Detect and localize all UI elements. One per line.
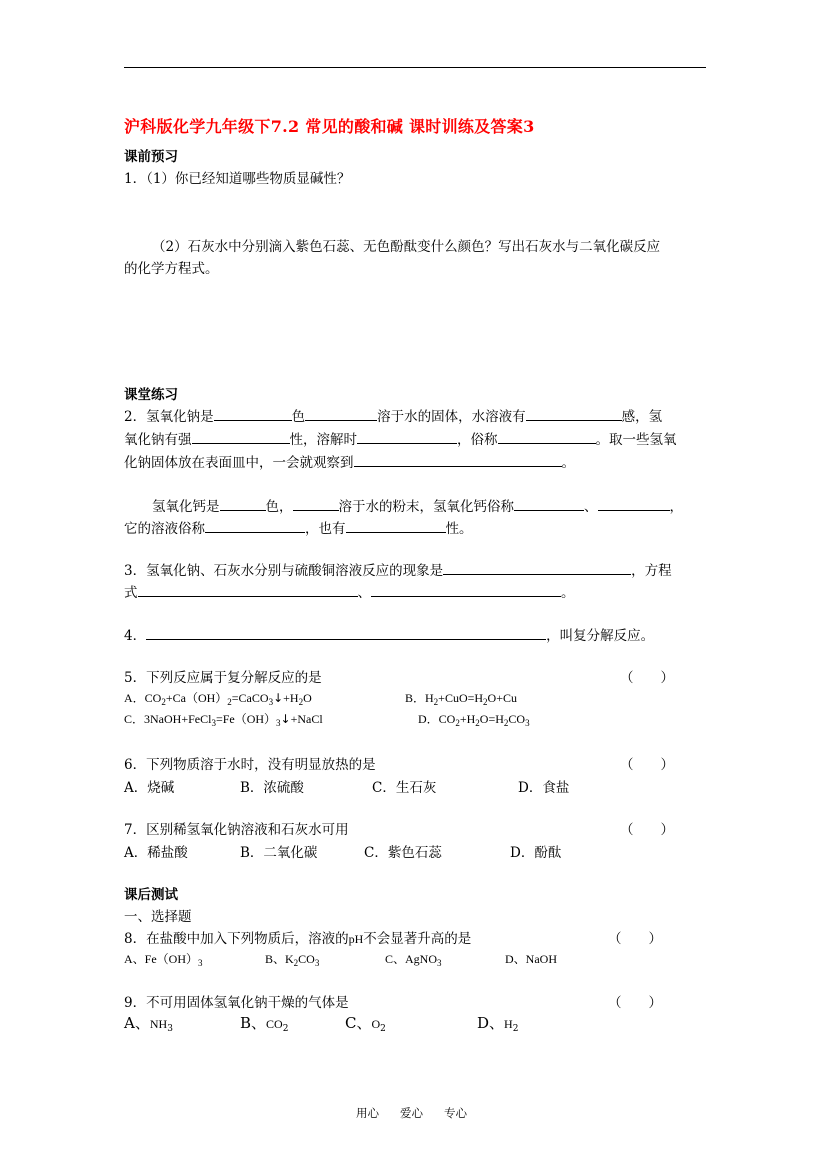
text: ，叫复分解反应。 [546, 628, 655, 644]
option-b[interactable]: B、$K_2CO_3$ [265, 952, 320, 968]
answer-blank[interactable] [138, 582, 358, 597]
answer-blank[interactable] [220, 496, 266, 511]
section-heading-pre: 课前预习 [124, 149, 178, 165]
question-4 [124, 624, 654, 644]
question-number: 1． [124, 171, 147, 187]
option-a[interactable]: A．稀盐酸 [124, 845, 188, 861]
section-heading-class: 课堂练习 [124, 387, 178, 403]
question-1-b-line2: 的化学方程式。 [124, 261, 219, 277]
option-d[interactable]: D．$CO_2+H_2O=H_2CO_3$ [418, 712, 530, 728]
answer-parentheses[interactable]: （ ） [620, 670, 674, 686]
text: 。取一些氢氧 [595, 432, 677, 448]
answer-blank[interactable] [146, 625, 546, 640]
option-d[interactable]: D、NaOH [505, 952, 557, 966]
option-b[interactable]: B．$H_2+CuO=H_2O+Cu$ [405, 691, 517, 707]
text: 感，氢 [621, 409, 663, 425]
option-c[interactable]: C．生石灰 [372, 780, 437, 796]
answer-blank[interactable] [346, 518, 446, 533]
text: 性。 [445, 521, 473, 537]
answer-blank[interactable] [371, 582, 561, 597]
footer-text-1: 用心 [356, 1106, 379, 1120]
text: 、 [357, 585, 371, 601]
section-heading-post: 课后测试 [124, 887, 178, 903]
question-9-stem: 9．不可用固体氢氧化钠干燥的气体是 [124, 995, 349, 1011]
answer-parentheses[interactable]: （ ） [620, 757, 674, 773]
question-8-stem [124, 927, 471, 947]
text: 化钠固体放在表面皿中，一会就观察到 [124, 455, 354, 471]
text: 、 [584, 499, 598, 515]
answer-parentheses[interactable]: （ ） [608, 995, 662, 1011]
option-d[interactable]: D．食盐 [518, 780, 570, 796]
question-2-line5 [124, 517, 473, 537]
footer-text-3: 专心 [444, 1106, 467, 1120]
option-c[interactable]: C．$3NaOH+FeCl_3=Fe(OH)_3↓+NaCl$ [124, 712, 323, 728]
answer-parentheses[interactable]: （ ） [620, 822, 674, 838]
text: 氢氧化钙是 [152, 499, 220, 515]
answer-blank[interactable] [192, 429, 290, 444]
option-d[interactable]: D、$H_2$ [477, 1014, 519, 1034]
question-1-b-line1: （2）石灰水中分别滴入紫色石蕊、无色酚酞变什么颜色？写出石灰水与二氧化碳反应 [152, 239, 661, 255]
option-c[interactable]: C．紫色石蕊 [364, 845, 442, 861]
text: ，俗称 [457, 432, 498, 448]
answer-blank[interactable] [357, 429, 457, 444]
question-1-a [124, 167, 350, 187]
question-6-stem: 6．下列物质溶于水时，没有明显放热的是 [124, 757, 376, 773]
answer-blank[interactable] [498, 429, 596, 444]
answer-blank[interactable] [443, 560, 631, 575]
option-b[interactable]: B．二氧化碳 [240, 845, 318, 861]
answer-blank[interactable] [205, 518, 305, 533]
text: 色 [291, 409, 306, 425]
question-2-line2 [124, 428, 677, 448]
text: 色， [265, 499, 293, 515]
ph-label: pH [348, 932, 364, 946]
question-2-line4 [152, 495, 683, 515]
text: 性，溶解时 [289, 432, 357, 448]
option-b[interactable]: B．浓硫酸 [240, 780, 304, 796]
question-text: （1）你已经知道哪些物质显碱性？ [146, 171, 351, 187]
answer-blank[interactable] [514, 496, 584, 511]
header-rule [124, 67, 706, 68]
option-a[interactable]: A、$Fe(OH)_3$ [124, 952, 203, 968]
text: 。 [561, 455, 575, 471]
option-c[interactable]: C、$O_2$ [345, 1014, 386, 1034]
text: 氧化钠有强 [124, 432, 192, 448]
text: ， [669, 499, 683, 515]
text: ，也有 [305, 521, 346, 537]
down-arrow-icon: ↓ [273, 691, 284, 705]
question-2-line3 [124, 451, 575, 471]
text: 8．在盐酸中加入下列物质后，溶液的 [124, 931, 349, 947]
question-3-line1 [124, 559, 672, 579]
text: 溶于水的粉末，氢氧化钙俗称 [338, 499, 514, 515]
text: 溶于水的固体，水溶液有 [377, 409, 526, 425]
answer-blank[interactable] [305, 406, 377, 421]
text: 3．氢氧化钠、石灰水分别与硫酸铜溶液反应的现象是 [124, 563, 444, 579]
answer-parentheses[interactable]: （ ） [608, 931, 662, 947]
page-title: 沪科版化学九年级下7.2 常见的酸和碱 课时训练及答案3 [124, 117, 535, 136]
answer-blank[interactable] [293, 496, 339, 511]
question-3-line2 [124, 581, 575, 601]
option-a[interactable]: A．$CO_2+Ca(OH)_2=CaCO_3↓+H_2O$ [124, 691, 312, 707]
text: 2．氢氧化钠是 [124, 409, 214, 425]
answer-blank[interactable] [526, 406, 622, 421]
down-arrow-icon: ↓ [280, 712, 291, 726]
question-2-line1 [124, 405, 662, 425]
option-a[interactable]: A．烧碱 [124, 780, 175, 796]
text: 不会显著升高的是 [363, 931, 472, 947]
answer-blank[interactable] [598, 496, 670, 511]
option-d[interactable]: D．酚酞 [510, 845, 562, 861]
option-b[interactable]: B、$CO_2$ [240, 1014, 289, 1034]
answer-blank[interactable] [214, 406, 292, 421]
question-7-stem: 7．区别稀氢氧化钠溶液和石灰水可用 [124, 822, 349, 838]
option-a[interactable]: A、$NH_3$ [124, 1014, 173, 1034]
question-number: 4． [124, 628, 147, 644]
text: 式 [124, 585, 138, 601]
text: 。 [561, 585, 575, 601]
question-5-stem: 5．下列反应属于复分解反应的是 [124, 670, 322, 686]
answer-blank[interactable] [354, 452, 562, 467]
text: 它的溶液俗称 [124, 521, 205, 537]
option-c[interactable]: C、AgNO$_3$ [385, 952, 442, 968]
subsection-heading: 一、选择题 [124, 909, 192, 925]
text: ，方程 [631, 563, 672, 579]
footer-text-2: 爱心 [400, 1106, 423, 1120]
